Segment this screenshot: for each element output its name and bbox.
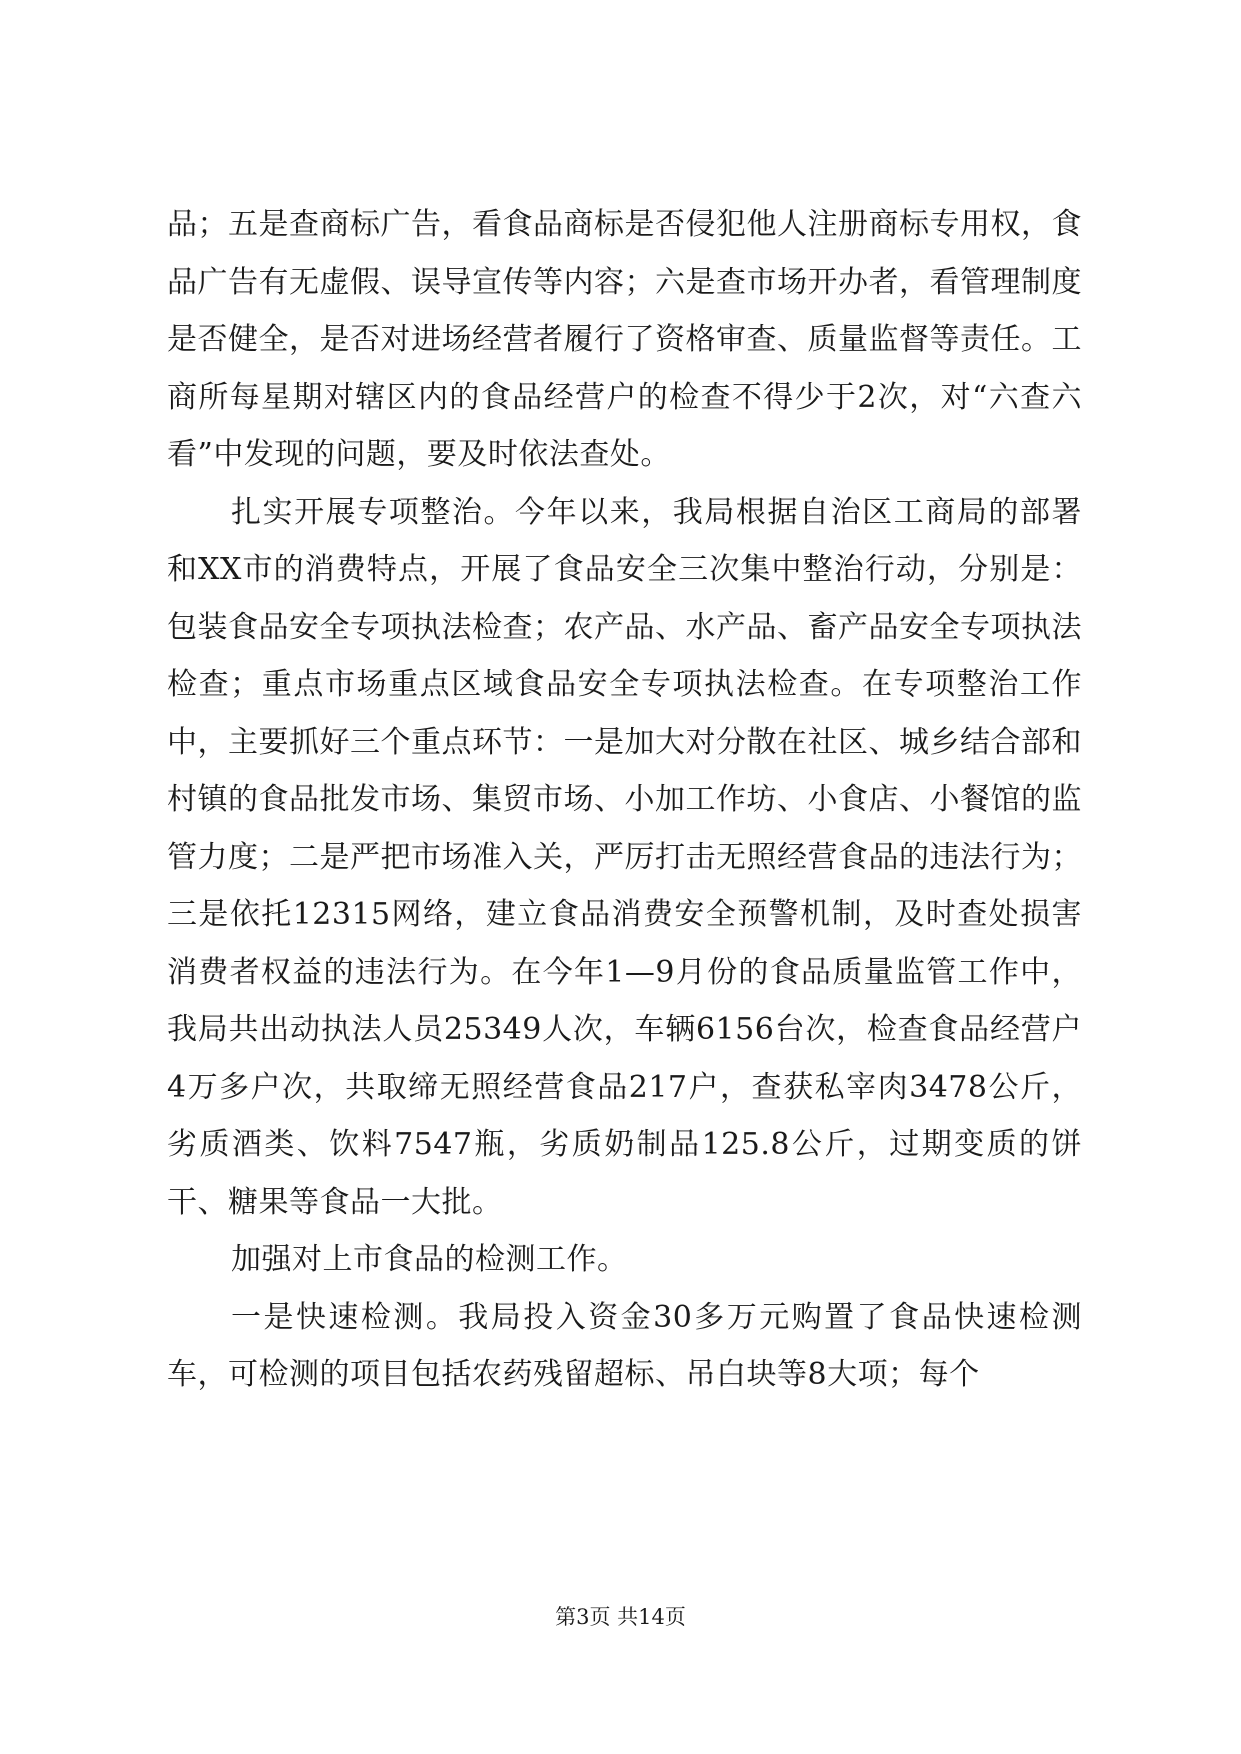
paragraph-continued: 品；五是查商标广告，看食品商标是否侵犯他人注册商标专用权，食品广告有无虚假、误导宣传等内容；六是查市场开办者，看管理制度是否健全，是否对进场经营者履行了资格审查、质量监督等责任。工商所每星期对辖区内的食品经营户的检查不得少于2次，对“六查六看”中发现的问题，要及时依法查处。 xyxy=(167,207,1082,472)
page-number-footer: 第3页 共14页 xyxy=(555,1605,686,1629)
paragraph-special-rectification: 扎实开展专项整治。今年以来，我局根据自治区工商局的部署和XX市的消费特点，开展了食品安全三次集中整治行动，分别是：包装食品安全专项执法检查；农产品、水产品、畜产品安全专项执法检查；重点市场重点区域食品安全专项执法检查。在专项整治工作中，主要抓好三个重点环节：一是加大对分散在社区、城乡结合部和村镇的食品批发市场、集贸市场、小加工作坊、小食店、小餐馆的监管力度；二是严把市场准入关，严厉打击无照经营食品的违法行为；三是依托12315网络，建立食品消费安全预警机制，及时查处损害消费者权益的违法行为。在今年1—9月份的食品质量监管工作中，我局共出动执法人员25349人次，车辆6156台次，检查食品经营户4万多户次，共取缔无照经营食品217户，查获私宰肉3478公斤，劣质酒类、饮料7547瓶，劣质奶制品125.8公斤，过期变质的饼干、糖果等食品一大批。 xyxy=(167,494,1082,1220)
paragraph-testing-heading: 加强对上市食品的检测工作。 xyxy=(231,1242,628,1277)
body-text xyxy=(167,196,1082,1404)
paragraph-rapid-testing: 一是快速检测。我局投入资金30多万元购置了食品快速检测车，可检测的项目包括农药残留超标、吊白块等8大项；每个 xyxy=(167,1299,1082,1392)
